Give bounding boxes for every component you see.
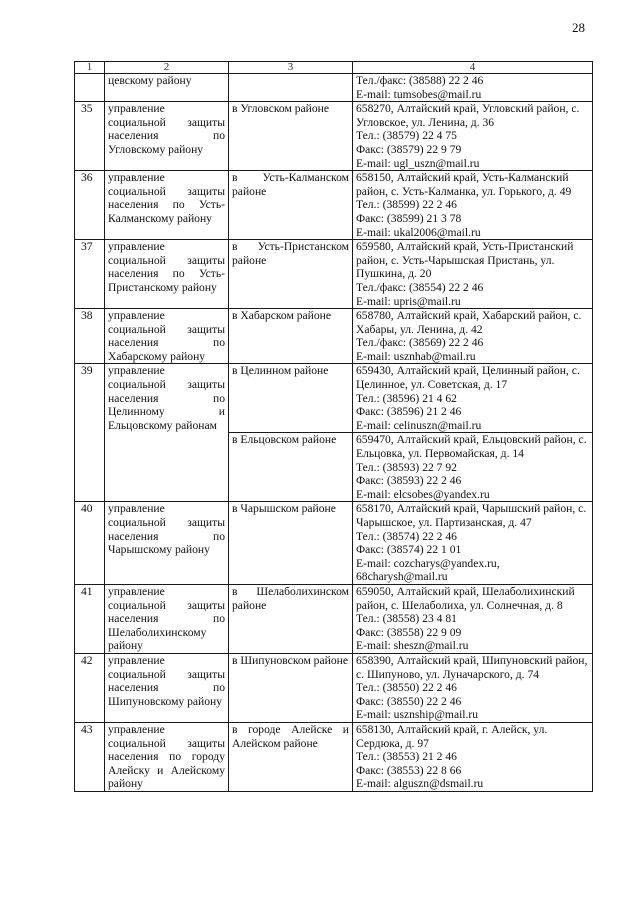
column-number-1: 1 [75,62,105,74]
contact-details: 658390, Алтайский край, Шипуновский район, с. Шипуново, ул. Луначарского, д. 74 Тел.: (38550) 22 2 46 Факс: (38550) 22 2 46 E-mail: usznship@mail.ru [353,653,593,722]
agency-name: цевскому району [105,74,229,102]
contact-details: 658130, Алтайский край, г. Алейск, ул. Сердюка, д. 97 Тел.: (38553) 21 2 46 Факс: (38553) 22 8 66 E-mail: alguszn@dsmail.ru [353,722,593,791]
district: в Угловском районе [229,102,353,171]
contact-details: 658270, Алтайский край, Угловский район, с. Угловское, ул. Ленина, д. 36 Тел.: (38579) 22 4 75 Факс: (38579) 22 9 79 E-mail: ugl_uszn@mail.ru [353,102,593,171]
row-number: 37 [75,240,105,309]
table-row [75,364,593,433]
district: в Усть-Пристанском районе [229,240,353,309]
row-number [75,74,105,102]
agency-name: управление социальной защиты населения по Угловскому району [105,102,229,171]
district: в городе Алейске и Алейском районе [229,722,353,791]
agency-name: управление социальной защиты населения по Целинному и Ельцовскому районам [105,364,229,502]
contact-details: 659470, Алтайский край, Ельцовский район, с. Ельцовка, ул. Первомайская, д. 14 Тел.: (38593) 22 7 92 Факс: (38593) 22 2 46 E-mail: elcsobes@yandex.ru [353,433,593,502]
contact-details: 659580, Алтайский край, Усть-Пристанский район, с. Усть-Чарышская Пристань, ул. Пушкина, д. 20 Тел./факс: (38554) 22 2 46 E-mail: upris@mail.ru [353,240,593,309]
district [229,74,353,102]
row-number: 41 [75,584,105,653]
contact-details: 658150, Алтайский край, Усть-Калманский район, с. Усть-Калманка, ул. Горького, д. 49 Тел.: (38599) 22 2 46 Факс: (38599) 21 3 78 E-mail: ukal2006@mail.ru [353,171,593,240]
table-row [75,309,593,364]
table-row [75,722,593,791]
row-number: 35 [75,102,105,171]
district: в Усть-Калманском районе [229,171,353,240]
contact-details: 658780, Алтайский край, Хабарский район, с. Хабары, ул. Ленина, д. 42 Тел./факс: (38569) 22 2 46 E-mail: usznhab@mail.ru [353,309,593,364]
agency-name: управление социальной защиты населения по Хабарскому району [105,309,229,364]
contact-details: 658170, Алтайский край, Чарышский район, с. Чарышское, ул. Партизанская, д. 47 Тел.: (38574) 22 2 46 Факс: (38574) 22 1 01 E-mail: cozcharys@yandex.ru, 68charysh@mail.ru [353,502,593,585]
column-number-4: 4 [353,62,593,74]
row-number: 38 [75,309,105,364]
row-number: 40 [75,502,105,585]
table-row [75,240,593,309]
district: в Чарышском районе [229,502,353,585]
table-row [75,584,593,653]
district: в Шелаболихинском районе [229,584,353,653]
column-number-header-row [75,62,593,74]
row-number: 43 [75,722,105,791]
table-row [75,653,593,722]
continuation-row [75,74,593,102]
agency-name: управление социальной защиты населения по Шелаболихинскому району [105,584,229,653]
contact-details: 659430, Алтайский край, Целинный район, с. Целинное, ул. Советская, д. 17 Тел.: (38596) 21 4 62 Факс: (38596) 21 2 46 E-mail: celinuszn@mail.ru [353,364,593,433]
social-protection-offices-table [74,61,593,792]
table-row [75,502,593,585]
row-number: 42 [75,653,105,722]
agency-name: управление социальной защиты населения по Шипуновскому району [105,653,229,722]
district: в Шипуновском районе [229,653,353,722]
agency-name: управление социальной защиты населения по Усть-Пристанскому району [105,240,229,309]
column-number-3: 3 [229,62,353,74]
page-number: 28 [572,20,585,35]
agency-name: управление социальной защиты населения по городу Алейску и Алейскому району [105,722,229,791]
row-number: 36 [75,171,105,240]
row-number: 39 [75,364,105,502]
agency-name: управление социальной защиты населения по Усть-Калманскому району [105,171,229,240]
table-row [75,171,593,240]
column-number-2: 2 [105,62,229,74]
contact-details: Тел./факс: (38588) 22 2 46 E-mail: tumsobes@mail.ru [353,74,593,102]
contact-details: 659050, Алтайский край, Шелаболихинский район, с. Шелаболиха, ул. Солнечная, д. 8 Тел.: (38558) 23 4 81 Факс: (38558) 22 9 09 E-mail: sheszn@mail.ru [353,584,593,653]
district: в Хабарском районе [229,309,353,364]
agency-name: управление социальной защиты населения по Чарышскому району [105,502,229,585]
table-row [75,102,593,171]
district: в Целинном районе [229,364,353,433]
district: в Ельцовском районе [229,433,353,502]
